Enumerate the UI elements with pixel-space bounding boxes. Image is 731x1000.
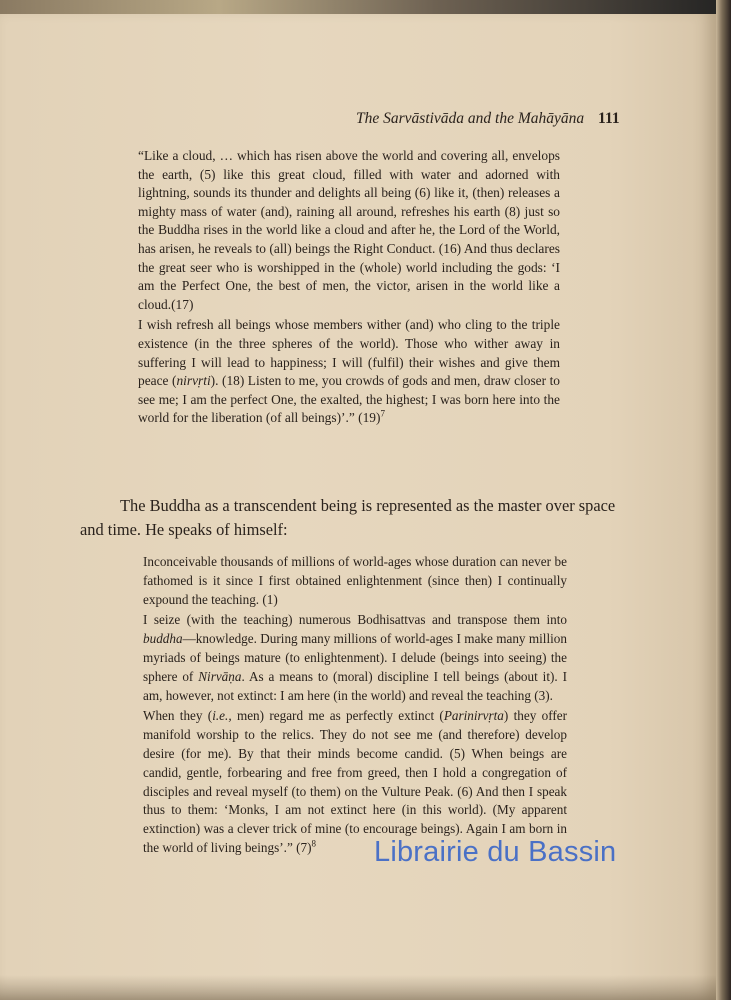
quote2-term-nirvana: Nirvāṇa bbox=[198, 668, 242, 684]
page-number: 111 bbox=[598, 110, 620, 127]
block-quote-2 bbox=[143, 553, 567, 860]
page-top-edge bbox=[0, 0, 731, 14]
quote2-term-buddha: buddha bbox=[143, 631, 183, 647]
quote2-text-a: I seize (with the teaching) numerous Bodhisattvas and transpose them into bbox=[143, 612, 567, 628]
book-edge bbox=[716, 0, 731, 1000]
quote2-term-ie: i.e., bbox=[212, 708, 232, 724]
footnote-ref-8: 8 bbox=[311, 838, 316, 849]
quote1-paragraph-2 bbox=[138, 316, 560, 428]
running-title: The Sarvāstivāda and the Mahāyāna bbox=[356, 110, 585, 127]
quote1-term-nirvrti: nirvṛti bbox=[176, 373, 211, 389]
quote1-text-b: ). (18) Listen to me, you crowds of gods and men, draw closer to see me; I am the perfect One, the exalted, the highest; I was born here into the world for the liberation (of all beings)’.” (19) bbox=[138, 373, 560, 426]
watermark: Librairie du Bassin bbox=[374, 836, 617, 868]
body-paragraph: The Buddha as a transcendent being is represented as the master over space and time. He speaks of himself: bbox=[80, 496, 616, 539]
quote2-text-d: When they ( bbox=[143, 708, 213, 724]
quote2-text-c: . As a means to (moral) discipline I tell beings (about it). I am, however, not extinct: I am here (in the world) and reveal the teaching (3). bbox=[143, 668, 568, 703]
quote2-text-b: —knowledge. During many millions of world-ages I make many million myriads of beings mature (to enlightenment). I delude (beings into seeing) the sphere of bbox=[143, 631, 567, 684]
quote2-paragraph-1: Inconceivable thousands of millions of world-ages whose duration can never be fathomed is it since I first obtained enlightenment (since then) I continually expound the teaching. (1) bbox=[143, 554, 567, 607]
quote2-text-e: men) regard me as perfectly extinct ( bbox=[231, 708, 444, 724]
quote2-paragraph-2 bbox=[143, 611, 567, 705]
page-bottom-shadow bbox=[0, 975, 716, 1000]
running-header bbox=[356, 110, 620, 128]
quote1-paragraph-1: “Like a cloud, … which has risen above the world and covering all, envelops the earth, (5) like this great cloud, filled with water and adorned with lightning, sounds its thunder and delights all being (6) like it, (then) releases a mighty mass of water (and), raining all around, refreshes his earth (8) just so the Buddha rises in the world like a cloud and after he, the Lord of the World, has arisen, he reveals to (all) beings the Right Conduct. (16) And thus declares the great seer who is worshipped in the (whole) world including the gods: ‘I am the Perfect One, the best of men, the victor, arisen in the world like a cloud.(17) bbox=[138, 148, 560, 312]
quote1-text-a: I wish refresh all beings whose members wither (and) who cling to the triple existence (in the three spheres of the world). Those who wither away in suffering I will lead to happiness; I will (fulfil) their wishes and give them peace ( bbox=[138, 317, 560, 389]
block-quote-1 bbox=[138, 147, 560, 430]
quote2-term-parinirvrta: Parinirvṛta bbox=[443, 708, 504, 724]
footnote-ref-7: 7 bbox=[380, 408, 385, 419]
quote2-text-f: ) they offer manifold worship to the relics. They do not see me (and therefore) develop desire (for me). By that their minds become candid. (5) When beings are candid, gentle, forbearing and free from greed, then I hold a congregation of disciples and reveal myself (to them) on the Vulture Peak. (6) And then I speak thus to them: ‘Monks, I am not extinct here (in this world). (My apparent extinction) was a clever trick of mine (to encourage beings). Again I am born in the world of living beings’.” (7) bbox=[143, 708, 568, 855]
